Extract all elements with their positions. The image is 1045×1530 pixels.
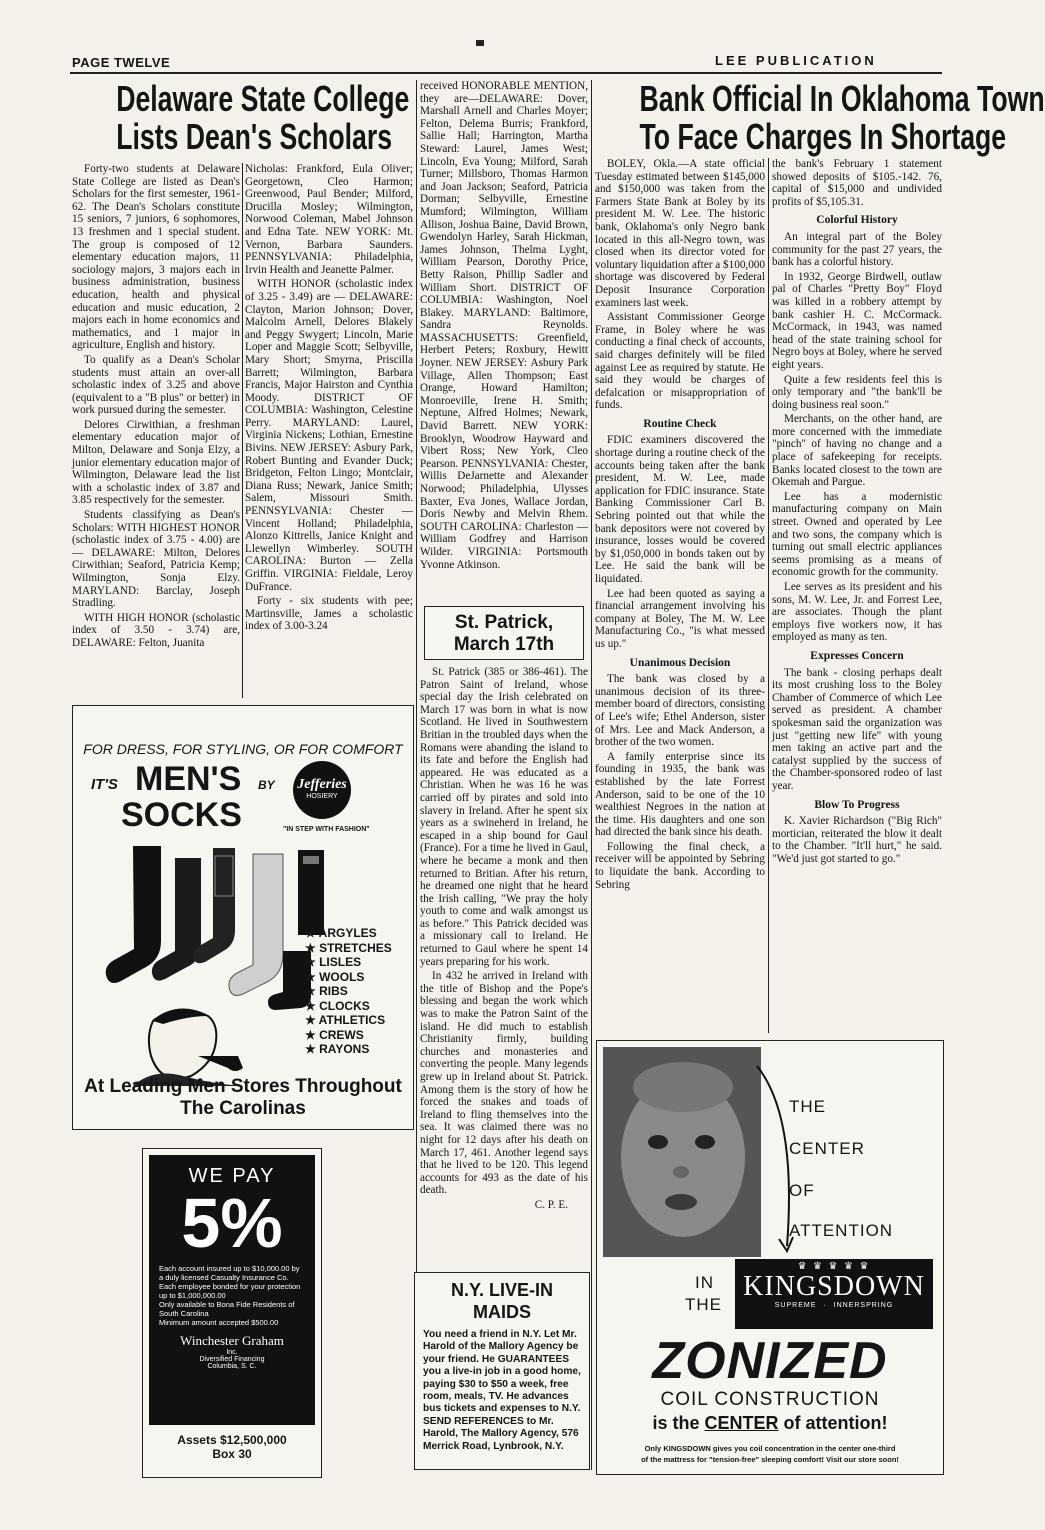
assets: Assets $12,500,000 <box>177 1433 287 1447</box>
patrick-headline <box>424 606 584 660</box>
tag-mid: CENTER <box>704 1413 779 1433</box>
kingsdown-brand: KINGSDOWN <box>743 1271 925 1302</box>
patrick-signature: C. P. E. <box>534 1198 568 1211</box>
sock-style-item: ★ RAYONS <box>305 1042 392 1057</box>
sock-style-item: ★ STRETCHES <box>305 941 392 956</box>
paragraph: Students classifying as Dean's Scholars: WITH HIGHEST HONOR (scholastic index of 3.75 - 4.00) are— DELAWARE: Milton, Delores Cirwithian; Seaford, Patricia Kemp; Wilmington, Sonja Elzy. MARYLAND: Barclay, Joseph Stradling. <box>72 509 240 610</box>
sock-style-item: ★ RIBS <box>305 984 392 999</box>
center-of-attention-tagline <box>597 1413 943 1434</box>
ad-of: OF <box>789 1181 815 1200</box>
we-pay: WE PAY <box>188 1165 276 1187</box>
paragraph: Assistant Commissioner George Frame, in Boley where he was conducting a final check of accounts, said charges definitely will be filed against Lee as required by statute. He said they would be charges of defalcation or misappropriation of funds. <box>595 311 765 412</box>
bank-col1 <box>595 158 765 1033</box>
jefferies-logo <box>293 761 351 819</box>
subhead-expresses-concern: Expresses Concern <box>810 649 904 662</box>
sock-style-item: ★ WOOLS <box>305 970 392 985</box>
column-rule <box>591 80 592 1470</box>
patrick-headline-line1: St. Patrick, <box>454 612 554 633</box>
paragraph: K. Xavier Richardson ("Big Rich" mortician, reiterated the blow it dealt to the Chamber. "It'll hurt," he said. "We'd just got started to go." <box>772 815 942 865</box>
ad-center: CENTER <box>789 1139 865 1158</box>
company-name: Winchester Graham <box>180 1333 284 1348</box>
sock-style-item: ★ ATHLETICS <box>305 1013 392 1028</box>
paragraph: Lee serves as its president and his sons, M. W. Lee, Jr. and Forrest Lee, are associates. Though the plant employs five workers now, it has employed as many as ten. <box>772 581 942 644</box>
kingsdown-ad <box>596 1040 944 1475</box>
patrick-headline-line2: March 17th <box>453 634 555 655</box>
subhead-unanimous-decision: Unanimous Decision <box>629 656 731 669</box>
paragraph: The bank was closed by a unanimous decision of its three-member board of directors, consisting of Lee's wife; Ethel Anderson, sister of Mrs. Lee and Mack Anderson, a brother of the two women. <box>595 673 765 749</box>
jefferies-sub: HOSIERY <box>306 793 338 800</box>
kingsdown-fine-print <box>597 1443 943 1465</box>
term-item: Each account insured up to $10,000.00 by a duly licensed Casualty Insurance Co. <box>159 1264 300 1282</box>
sock-styles-list <box>305 926 392 1057</box>
maids-headline-line1: N.Y. LIVE-IN <box>450 1280 553 1300</box>
box-number: Box 30 <box>212 1447 252 1461</box>
jefferies-brand: Jefferies <box>297 777 347 792</box>
fine-line2: of the mattress for "tension-free" sleeping comfort! Visit our store soon! <box>641 1455 899 1464</box>
socks-slogan: "IN STEP WITH FASHION" <box>283 826 370 833</box>
kingsdown-supreme: SUPREME <box>774 1302 817 1309</box>
maids-ad <box>414 1272 590 1470</box>
paragraph: St. Patrick (385 or 386-461). The Patron Saint of Ireland, whose special day the Irish celebrated on March 17 was born in what is now Scotland. He lived in Southwestern Britian in the troubled days when the Romans were abanding the island to its fate and before the English had appeared. He was educated as a Christian. When he was 16 he was carried off by pirates and sold into slavery in Ireland. After he spent six years as a swineherd in Ireland, he escaped in a ship bound for Gaul (France). For a time he lived in Gaul, where he became a monk and then returned to Britian. After his return, he dreamed one night that he heard the Irish calling, "We pray the holy youth to come and walk amongst us as before." This Patrick decided was a missionary call to Ireland. He returned to Gaul where he spent 14 years preparing for his work. <box>420 666 588 968</box>
sock-style-item: ★ CLOCKS <box>305 999 392 1014</box>
man-with-pipe-icon <box>103 1001 273 1086</box>
bank-col2 <box>772 158 942 1033</box>
socks-footer-line2: The Carolinas <box>180 1098 306 1119</box>
column-rule <box>242 163 243 698</box>
maids-headline-line2: MAIDS <box>473 1302 531 1322</box>
sock-style-item: ★ LISLES <box>305 955 392 970</box>
kingsdown-sub <box>735 1302 933 1309</box>
paragraph: Nicholas: Frankford, Eula Oliver; Georgetown, Cleo Harmon; Greenwood, Paul Bender; Milford, Drucilla Mosley; Wilmington, Norwood Coleman, Mabel Johnson and Edna Tate. NEW YORK: Mt. Vernon, Barbara Saunders. PENNSYLVANIA: Philadelphia, Irvin Health and Jeanette Palmer. <box>245 163 413 276</box>
bank-headline-line2: To Face Charges In Shortage <box>639 115 1007 157</box>
socks-footer-line1: At Leading Men Stores Throughout <box>84 1076 402 1097</box>
bank-headline <box>594 78 1045 157</box>
paragraph: A family enterprise since its founding in 1935, the bank was established by the late Forrest Anderson, said to be one of the 10 wealthiest Negroes in the nation at the time. His daughters and one son had directed the bank since his death. <box>595 750 765 839</box>
delaware-col2 <box>245 163 413 698</box>
paragraph: Following the final check, a receiver will be appointed by Sebring to liquidate the bank. According to Sebring <box>595 840 765 891</box>
subhead-colorful-history: Colorful History <box>816 214 898 227</box>
interest-rate: 5% <box>181 1184 283 1262</box>
paragraph: Merchants, on the other hand, are more concerned with the immediate "pinch" of having no change and a place of safekeeping for receipts. Banks located closest to the town are Okemah and Pargue. <box>772 413 942 489</box>
patrick-body <box>420 666 588 1264</box>
paragraph: In 432 he arrived in Ireland with the title of Bishop and the Pope's blessing and began the work which was to make the Patron Saint of the island. He did much to establish Christianity firmly, building churches and monasteries and converting the people. Many legends grew up in Ireland about St. Patrick. Among them is the story of how he forced the snakes and toads of Ireland to fling themselves into the sea. It was claimed there was no night for 12 days after his death on March 17, 461. Another legend says that he lived to be 120. This legend accounts for 493 as the date of his death. <box>420 970 588 1197</box>
paragraph: the bank's February 1 statement showed deposits of $105.-142. 76, capital of $15,000 and undivided profits of $5,105.31. <box>772 158 942 208</box>
company-inc: Inc. <box>226 1349 238 1356</box>
company-sub: Diversified Financing <box>199 1356 265 1363</box>
delaware-col1 <box>72 163 240 698</box>
paragraph: The bank - closing perhaps dealt its most crushing loss to the Boley Chamber of Commerce of which Lee served as president. A chamber spokesman said the organization was just "getting new life" with young men taking an active part and the catalyst supplied by the success of the Chamber-sponsored rodeo of last year. <box>772 666 942 792</box>
paragraph: An integral part of the Boley community for the past 27 years, the bank has a colorful history. <box>772 230 942 269</box>
company-city: Columbia, S. C. <box>207 1363 257 1370</box>
socks-footer <box>73 1076 413 1120</box>
term-item: Only available to Bona Fide Residents of South Carolina <box>159 1300 295 1318</box>
delaware-headline <box>72 80 412 156</box>
column-rule <box>416 80 417 1470</box>
ad-the2: THE <box>685 1295 722 1314</box>
kingsdown-innerspring: INNERSPRING <box>833 1302 894 1309</box>
subhead-routine-check: Routine Check <box>643 417 717 430</box>
paragraph: Quite a few residents feel this is only temporary and "the bank'll be doing business real soon." <box>772 373 942 411</box>
winchester-dark-panel <box>149 1155 315 1425</box>
socks-mens: MEN'S <box>135 760 242 798</box>
zonized-title: ZONIZED <box>652 1332 888 1390</box>
bank-headline-line1: Bank Official In Oklahoma Town <box>639 78 1045 119</box>
paragraph: WITH HONOR (scholastic index of 3.25 - 3.49) are — DELAWARE: Clayton, Marion Johnson; Dover, Malcolm Arnell, Delores Blakely and Peggy Swygert; Lincoln, Marie Loper and Maggie Scott; Selbyville, Mary Short; Smyrna, Priscilla Barrett; Wilmington, Barbara Francis, Major Hairston and Cynthia Moody. DISTRICT OF COLUMBIA: Washington, Celestine Perry. MARYLAND: Laurel, Virginia Nickens; Lothian, Ernestine Bivins. NEW JERSEY: Asbury Park, Robert Bunting and Evander Duck; Bridgeton, Felton Lingo; Montclair, Diana Russ; Newark, Janice Smith; Salem, Missouri Smith. PENNSYLVANIA: Chester — Vincent Holland; Philadelphia, Alonzo Kittrells, Janice Knight and Llewellyn Wimberley. SOUTH CAROLINA: Burton — Zella Griffin. VIRGINIA: Fieldale, Leroy DuFrance. <box>245 278 413 593</box>
winchester-terms <box>149 1258 315 1327</box>
socks-its: IT'S <box>91 776 118 793</box>
ad-the: THE <box>789 1097 826 1116</box>
subhead-blow-to-progress: Blow To Progress <box>814 798 900 811</box>
maids-body: You need a friend in N.Y. Let Mr. Harold of the Mallory Agency be your friend. He GUARANTEES you a live-in job in a good home, paying $30 to $50 a week, free room, meals, TV. He advances bus tickets and expenses to N.Y. SEND REFERENCES to Mr. Harold, The Mallory Agency, 576 Merrick Road, Lynbrook, N.Y. <box>423 1329 581 1452</box>
coil-construction: COIL CONSTRUCTION <box>660 1389 880 1410</box>
column-rule <box>768 158 769 1033</box>
ad-in: IN <box>695 1273 714 1292</box>
paragraph: Forty - six students with pee; Martinsville, James a scholastic index of 3.00-3.24 <box>245 595 413 633</box>
socks-ad <box>72 705 414 1130</box>
masthead-rule <box>70 72 942 74</box>
kingsdown-logo <box>735 1259 933 1329</box>
delaware-col3 <box>420 80 588 605</box>
sock-style-item: ★ CREWS <box>305 1028 392 1043</box>
socks-tagline: FOR DRESS, FOR STYLING, OR FOR COMFORT <box>83 741 403 757</box>
paragraph: Forty-two students at Delaware State College are listed as Dean's Scholars for the first semester, 1961-62. The Dean's Scholars constitute 15 seniors, 7 juniors, 6 sophomores, 13 freshmen and 1 special student. The group is composed of 12 elementary education majors, 11 sociology majors, 3 majors each in business administration, business education, health and physical education and music education, 2 majors each in home economics and mathematics, and 1 major in agriculture, English and history. <box>72 163 240 352</box>
page-label: PAGE TWELVE <box>72 55 171 70</box>
baby-photo-icon <box>603 1047 761 1257</box>
sock-style-item: ★ ARGYLES <box>305 926 392 941</box>
crown-icon: ♛ ♛ ♛ ♛ ♛ <box>797 1261 871 1272</box>
winchester-ad <box>142 1148 322 1478</box>
paragraph: Lee had been quoted as saying a financial arrangement involving his company at Boley, The M. W. Lee Manufacturing Co., "is what messed us up." <box>595 587 765 650</box>
paragraph: WITH HIGH HONOR (scholastic index of 3.50 - 3.74) are, DELAWARE: Felton, Juanita <box>72 611 240 649</box>
paragraph: Delores Cirwithian, a freshman elementary education major of Milton, Delaware and Sonja Elzy, a junior elementary education major of Wilmington, Delaware lead the list with a scholastic index of 3.87 and 3.85 respectively for the semester. <box>72 418 240 507</box>
socks-by: BY <box>258 778 275 792</box>
ad-attention: ATTENTION <box>789 1221 894 1240</box>
socks-title: SOCKS <box>121 796 242 834</box>
separator: · <box>823 1302 827 1309</box>
paragraph: To qualify as a Dean's Scholar students must attain an over-all scholastic index of 3.25 and above (equivalent to a "B plus" or better) in work pursued during the semester. <box>72 353 240 417</box>
term-item: Minimum amount accepted $500.00 <box>159 1318 279 1327</box>
paragraph: Lee has a modernistic manufacturing company on Main street. Owned and operated by Lee and two sons, the company which is turning out small electric appliances seems promising as a means of economic growth for the community. <box>772 490 942 579</box>
tag-post: of attention! <box>783 1413 888 1433</box>
paragraph: In 1932, George Birdwell, outlaw pal of Charles "Pretty Boy" Floyd was killed in a robbery attempt by bank cashier H. C. McCormack. McCormack, in 1943, was named head of the state training school for Negro boys at Boley, where he served eight years. <box>772 270 942 371</box>
term-item: Each employee bonded for your protection up to $1,000,000.00 <box>159 1282 301 1300</box>
delaware-headline-line2: Lists Dean's Scholars <box>116 115 393 157</box>
publication-name: LEE PUBLICATION <box>715 53 877 68</box>
page-mark <box>476 40 484 46</box>
paragraph: BOLEY, Okla.—A state official Tuesday estimated between $145,000 and $150,000 was taken from the Farmers State Bank at Boley by its president M. W. Lee. The historic bank, Oklahoma's only Negro bank located in this all-Negro town, was closed when its director voted for voluntary liquidation after a $100,000 shortage was discovered by Federal Deposit Insurance Corporation examiners last week. <box>595 158 765 309</box>
winchester-assets <box>149 1433 315 1461</box>
paragraph: FDIC examiners discovered the shortage during a routine check of the accounts being taken after the bank president, M. W. Lee, made application for FDIC insurance. State Banking Commissioner Carl B. Sebring pointed out that while the bank depositors were not covered by insurance, losses would be covered by $1,050,000 in bonds taken out by Lee. He said the bank will be liquidated. <box>595 434 765 585</box>
tag-pre: is the <box>652 1413 700 1433</box>
winchester-company <box>149 1327 315 1370</box>
paragraph: received HONORABLE MENTION, they are—DELAWARE: Dover, Marshall Arnell and Charles Moyer; Felton, Delema Burris; Frankford, Sallie Hall; Harrington, Martha Steward: Laurel, James West; Lincoln, Eva Young; Milford, Sarah Turner; Millsboro, Thomas Harmon and Joan Jackson; Seaford, Patricia Dorman; Selbyville, Ernestine Mumford; Wilmington, William Allison, Joshua Baine, David Brown, Gwendolyn Harley, Sarah Hickman, James Johnson, Thelma Lyght, William Pearson, Dorothy Price, Betty Raison, Phillip Sadler and William Short. DISTRICT OF COLUMBIA: Washington, Noel Blakey. MARYLAND: Baltimore, Sandra Reynolds. MASSACHUSETTS: Greenfield, Herbert Peters; Roxbury, Hewitt Joyner. NEW JERSEY: Asbury Park Village, Allen Thompson; East Orange, Howard Hamilton; Monroeville, Irene H. Smith; Neptune, Alfred Holmes; Newark, David Barrett. NEW YORK: Brooklyn, Woodrow Hayward and Vibert Ross; New York, Cleo Pearson. PENNSYLVANIA: Chester, Willis DeJarnette and Alexander Norwood; Philadelphia, Ulysses Baxter, Eva Jones, Wallace Jordan, Doris Newby and Melvin Rhem. SOUTH CAROLINA: Charleston — William Godfrey and Harrison Wilder. VIRGINIA: Portsmouth Yvonne Atkinson. <box>420 80 588 571</box>
delaware-headline-line1: Delaware State College <box>116 78 410 119</box>
fine-line1: Only KINGSDOWN gives you coil concentration in the center one-third <box>644 1444 896 1453</box>
